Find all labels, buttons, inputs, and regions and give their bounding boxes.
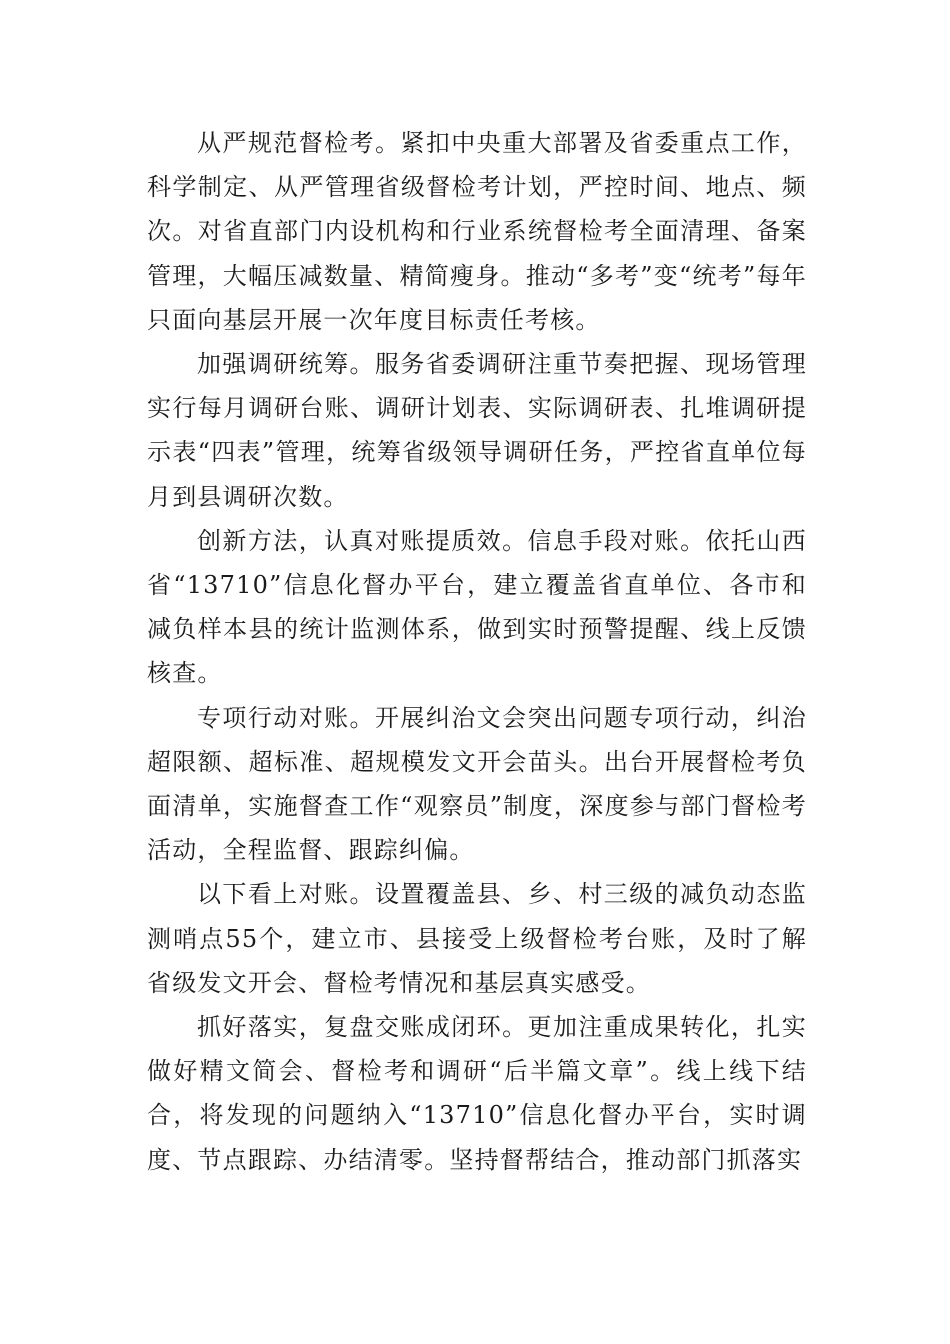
- paragraph-implementation: 抓好落实，复盘交账成闭环。更加注重成果转化，扎实做好精文简会、督检考和调研“后半篇文章”。线上线下结合，将发现的问题纳入“13710”信息化督办平台，实时调度、节点跟踪、办结清零。坚持督帮结合，推动部门抓落实: [147, 1013, 807, 1174]
- paragraph-strict-inspection: 从严规范督检考。紧扣中央重大部署及省委重点工作，科学制定、从严管理省级督检考计划，严控时间、地点、频次。对省直部门内设机构和行业系统督检考全面清理、备案管理，大幅压减数量、精简瘦身。推动“多考”变“统考”每年只面向基层开展一次年度目标责任考核。: [147, 129, 807, 334]
- paragraph-innovation-methods: 创新方法，认真对账提质效。信息手段对账。依托山西省“13710”信息化督办平台，建立覆盖省直单位、各市和减负样本县的统计监测体系，做到实时预警提醒、线上反馈核查。: [147, 526, 807, 688]
- paragraph-bottom-up-check: 以下看上对账。设置覆盖县、乡、村三级的减负动态监测哨点55个，建立市、县接受上级督检考台账，及时了解省级发文开会、督检考情况和基层真实感受。: [147, 880, 807, 997]
- paragraph-research-coordination: 加强调研统筹。服务省委调研注重节奏把握、现场管理实行每月调研台账、调研计划表、实际调研表、扎堆调研提示表“四表”管理，统筹省级领导调研任务，严控省直单位每月到县调研次数。: [147, 350, 807, 511]
- paragraph-special-action: 专项行动对账。开展纠治文会突出问题专项行动，纠治超限额、超标准、超规模发文开会苗头。出台开展督检考负面清单，实施督查工作“观察员”制度，深度参与部门督检考活动，全程监督、跟踪纠偏。: [147, 703, 807, 865]
- body-text: [147, 121, 807, 1182]
